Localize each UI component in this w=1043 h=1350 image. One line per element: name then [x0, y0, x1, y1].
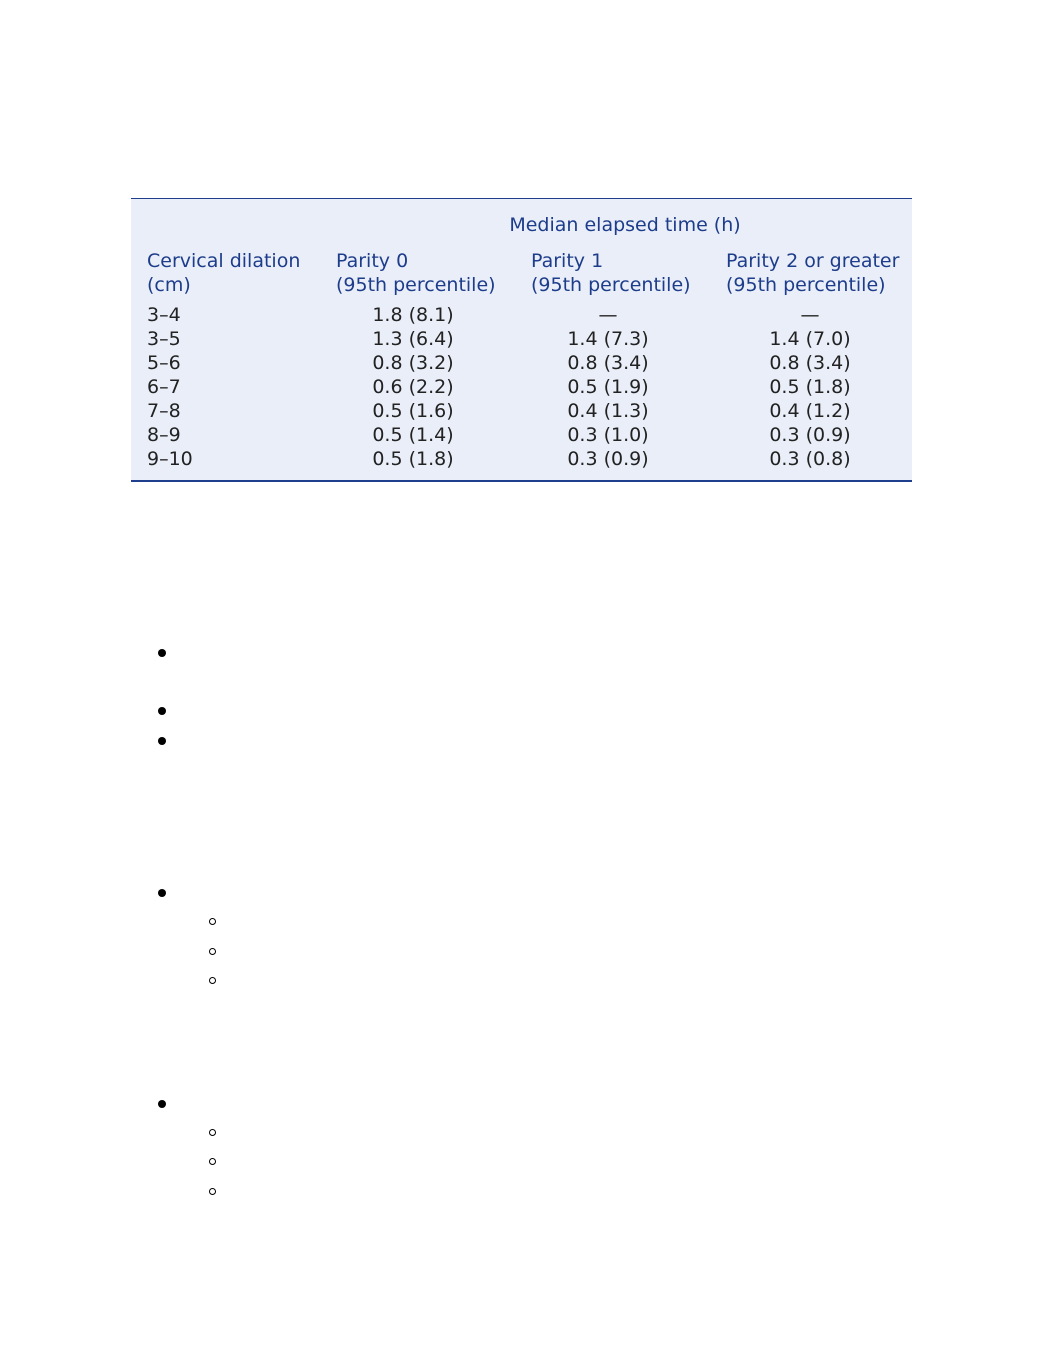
labor-progress-table — [131, 198, 912, 482]
row-value-cell: 0.3 (0.8) — [769, 448, 851, 470]
row-value-cell: 0.3 (1.0) — [567, 424, 649, 446]
row-value-cell: 1.8 (8.1) — [372, 304, 454, 326]
bullet-icon — [158, 737, 166, 745]
row-value-cell: 0.8 (3.4) — [769, 352, 851, 374]
row-value-cell: 0.8 (3.4) — [567, 352, 649, 374]
row-value-cell: 0.5 (1.4) — [372, 424, 454, 446]
row-value-cell: 0.5 (1.9) — [567, 376, 649, 398]
row-value-cell: 0.5 (1.8) — [372, 448, 454, 470]
row-value-cell: 1.4 (7.3) — [567, 328, 649, 350]
col-header-parity-2-or-greater — [726, 249, 899, 297]
row-value-cell: 1.3 (6.4) — [372, 328, 454, 350]
col-header-line: Parity 1 — [531, 250, 604, 272]
row-value-cell: — — [598, 304, 618, 326]
col-header-line: Cervical dilation — [147, 250, 301, 272]
col-header-line: Parity 2 or greater — [726, 250, 900, 272]
row-dilation-cell: 5–6 — [147, 352, 181, 374]
col-header-line: (cm) — [147, 274, 191, 296]
row-value-cell: 0.6 (2.2) — [372, 376, 454, 398]
row-value-cell: 0.8 (3.2) — [372, 352, 454, 374]
bullet-icon — [158, 1100, 166, 1108]
row-value-cell: 0.5 (1.8) — [769, 376, 851, 398]
row-dilation-cell: 3–4 — [147, 304, 181, 326]
col-header-parity-1 — [531, 249, 691, 297]
col-header-parity-0 — [336, 249, 496, 297]
row-value-cell: 1.4 (7.0) — [769, 328, 851, 350]
sub-bullet-icon — [209, 1188, 216, 1195]
row-value-cell: — — [800, 304, 820, 326]
row-value-cell: 0.5 (1.6) — [372, 400, 454, 422]
row-value-cell: 0.4 (1.3) — [567, 400, 649, 422]
col-header-line: (95th percentile) — [336, 274, 496, 296]
col-header-line: (95th percentile) — [726, 274, 886, 296]
row-dilation-cell: 9–10 — [147, 448, 193, 470]
row-dilation-cell: 7–8 — [147, 400, 181, 422]
bullet-icon — [158, 707, 166, 715]
row-value-cell: 0.4 (1.2) — [769, 400, 851, 422]
sub-bullet-icon — [209, 1158, 216, 1165]
row-value-cell: 0.3 (0.9) — [769, 424, 851, 446]
col-header-cervical-dilation — [147, 249, 300, 297]
sub-bullet-icon — [209, 977, 216, 984]
sub-bullet-icon — [209, 918, 216, 925]
row-dilation-cell: 8–9 — [147, 424, 181, 446]
col-header-line: Parity 0 — [336, 250, 409, 272]
row-dilation-cell: 3–5 — [147, 328, 181, 350]
col-header-line: (95th percentile) — [531, 274, 691, 296]
row-value-cell: 0.3 (0.9) — [567, 448, 649, 470]
bullet-icon — [158, 649, 166, 657]
span-header-median-elapsed-time: Median elapsed time (h) — [509, 214, 741, 236]
sub-bullet-icon — [209, 1129, 216, 1136]
bullet-icon — [158, 889, 166, 897]
sub-bullet-icon — [209, 948, 216, 955]
row-dilation-cell: 6–7 — [147, 376, 181, 398]
